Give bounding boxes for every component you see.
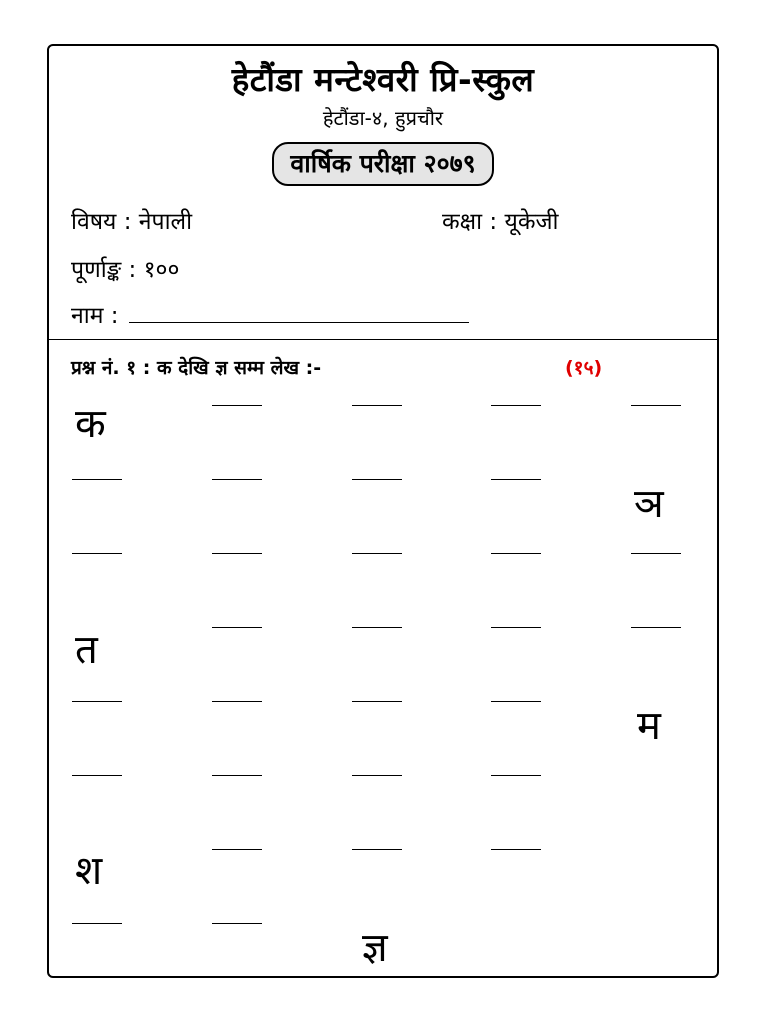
blank-dash bbox=[631, 553, 681, 554]
blank-dash bbox=[352, 775, 402, 776]
blank-dash bbox=[491, 553, 541, 554]
blank-dash bbox=[491, 479, 541, 480]
blank-dash bbox=[352, 553, 402, 554]
letter-ta: त bbox=[75, 627, 98, 673]
blank-dash bbox=[491, 701, 541, 702]
blank-dash bbox=[72, 701, 122, 702]
subject-label: विषय : नेपाली bbox=[71, 209, 193, 235]
blank-dash bbox=[212, 405, 262, 406]
blank-dash bbox=[212, 775, 262, 776]
blank-dash bbox=[491, 849, 541, 850]
letter-ma: म bbox=[637, 703, 661, 749]
blank-dash bbox=[212, 627, 262, 628]
letter-ka: क bbox=[75, 401, 106, 447]
blank-dash bbox=[72, 775, 122, 776]
blank-dash bbox=[212, 479, 262, 480]
blank-dash bbox=[72, 553, 122, 554]
question-text: प्रश्न नं. १ : क देखि ज्ञ सम्म लेख :- bbox=[71, 357, 322, 379]
blank-dash bbox=[72, 479, 122, 480]
blank-dash bbox=[491, 627, 541, 628]
blank-dash bbox=[212, 923, 262, 924]
blank-dash bbox=[352, 701, 402, 702]
blank-dash bbox=[212, 553, 262, 554]
exam-title: वार्षिक परीक्षा २०७९ bbox=[272, 142, 493, 186]
blank-dash bbox=[491, 405, 541, 406]
school-name: हेटौंडा मन्टेश्वरी प्रि-स्कुल bbox=[231, 60, 535, 99]
letter-nya: ञ bbox=[634, 481, 664, 527]
exam-sheet bbox=[47, 44, 719, 978]
blank-dash bbox=[352, 405, 402, 406]
letter-gya: ज्ञ bbox=[362, 925, 388, 971]
name-label: नाम : bbox=[71, 303, 119, 329]
blank-dash bbox=[352, 479, 402, 480]
class-label: कक्षा : यूकेजी bbox=[442, 209, 559, 235]
blank-dash bbox=[631, 627, 681, 628]
blank-dash bbox=[491, 775, 541, 776]
full-marks-label: पूर्णाङ्क : १०० bbox=[71, 257, 180, 283]
letter-grid bbox=[49, 46, 717, 976]
blank-dash bbox=[212, 849, 262, 850]
blank-dash bbox=[212, 701, 262, 702]
blank-dash bbox=[72, 923, 122, 924]
blank-dash bbox=[352, 627, 402, 628]
question-marks: (१५) bbox=[565, 357, 603, 379]
school-address: हेटौंडा-४, हुप्रचौर bbox=[322, 106, 444, 130]
blank-dash bbox=[352, 849, 402, 850]
blank-dash bbox=[631, 405, 681, 406]
letter-sha: श bbox=[75, 848, 103, 894]
